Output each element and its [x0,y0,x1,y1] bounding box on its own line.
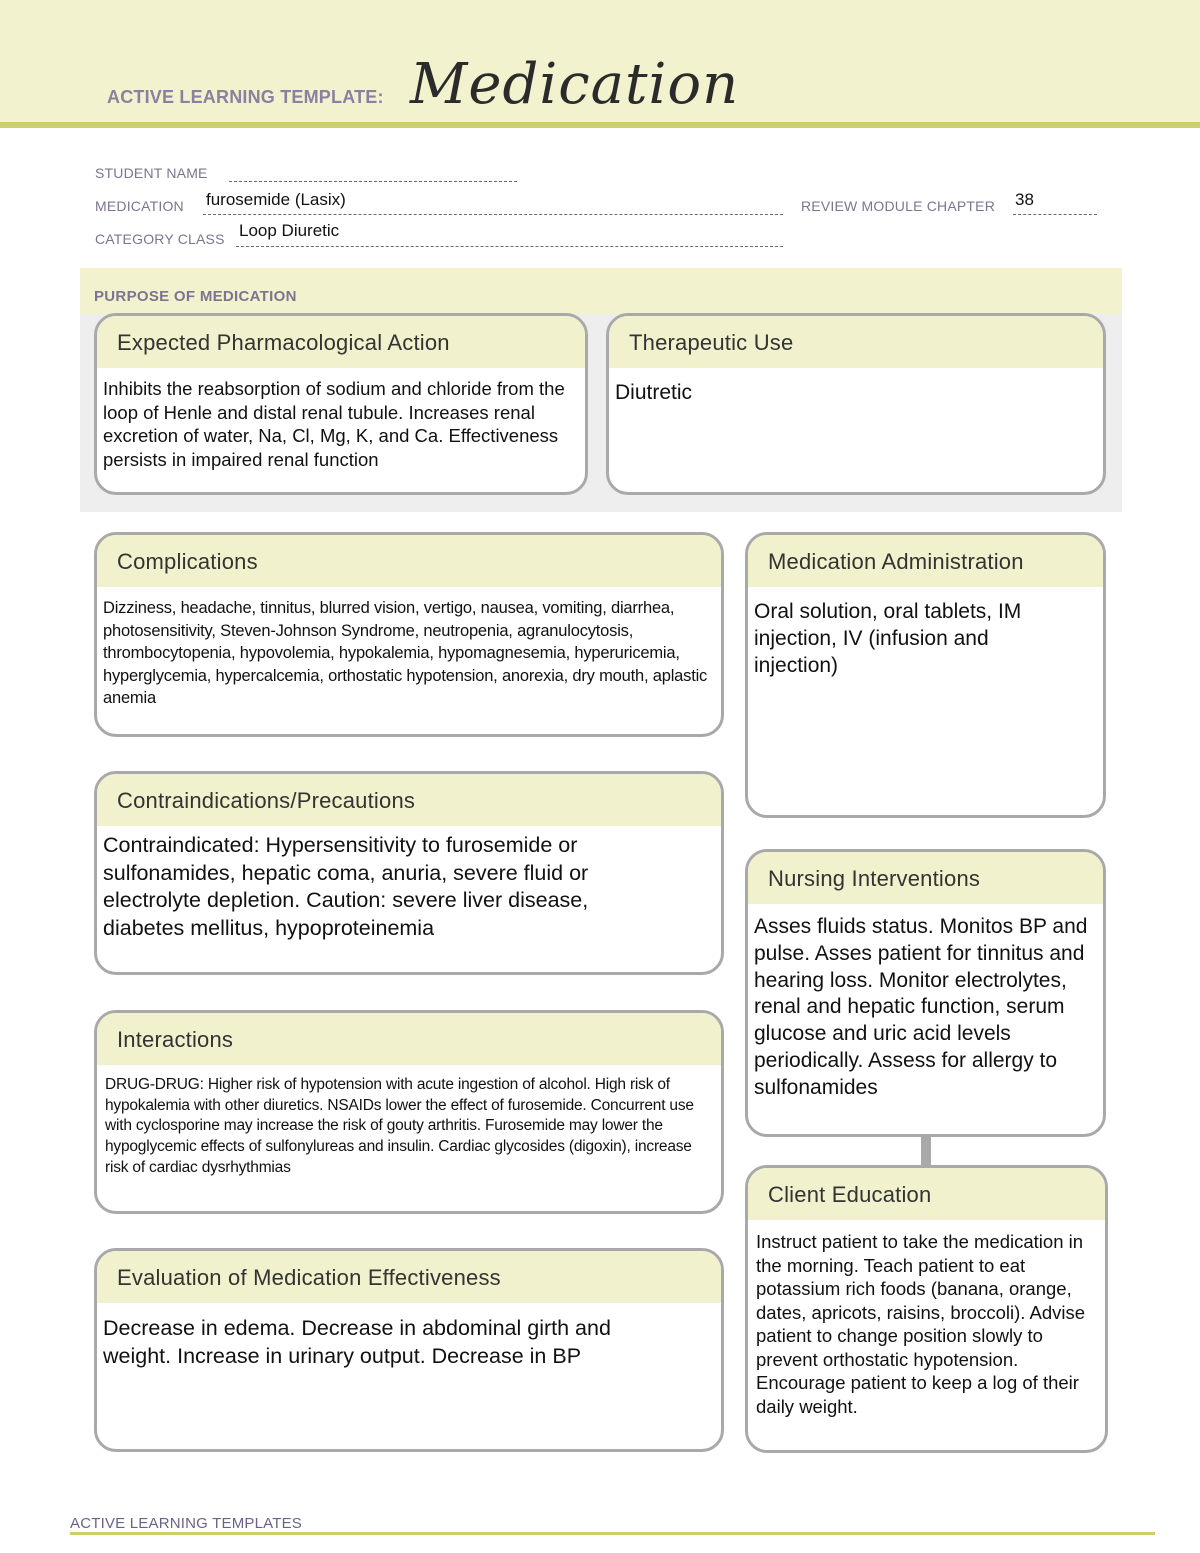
student-name-field[interactable] [229,166,517,182]
nursing-interventions-card [745,849,1106,1137]
complications-body[interactable]: Dizziness, headache, tinnitus, blurred vision, vertigo, nausea, vomiting, diarrhea, photosensitivity, Steven-Johnson Syndrome, neutropenia, agranulocytosis, thrombocytopenia, hypovolemia, hypokalemia, hypomagnesemia, hyperuricemia, hyperglycemia, hypercalcemia, orthostatic hypotension, anorexia, dry mouth, aplastic anemia [103,599,708,707]
evaluation-body[interactable]: Decrease in edema. Decrease in abdominal girth and weight. Increase in urinary output. Decrease in BP [103,1316,611,1368]
therapeutic-use-title: Therapeutic Use [609,316,1103,368]
footer-rule [70,1532,1155,1535]
therapeutic-use-card [606,313,1106,495]
client-education-body[interactable]: Instruct patient to take the medication in the morning. Teach patient to eat potassium rich foods (banana, orange, dates, apricots, raisins, broccoli). Advise patient to change position slowly to prevent orthostatic hypotension. Encourage patient to keep a log of their daily weight. [756,1231,1086,1417]
page-title: Medication [410,52,740,117]
review-module-chapter-label: REVIEW MODULE CHAPTER [801,198,995,214]
category-class-label: CATEGORY CLASS [95,231,225,247]
complications-card [94,532,724,737]
expected-action-title: Expected Pharmacological Action [97,316,585,368]
medication-label: MEDICATION [95,198,184,214]
therapeutic-use-body[interactable]: Diutretic [615,381,693,404]
medication-administration-title: Medication Administration [748,535,1103,587]
interactions-title: Interactions [97,1013,721,1065]
medication-value: furosemide (Lasix) [206,190,346,209]
expected-action-body[interactable]: Inhibits the reabsorption of sodium and chloride from the loop of Henle and distal renal tubule. Increases renal excretion of water, Na, Cl, Mg, K, and Ca. Effectiveness persists in impaired renal function [103,378,565,470]
template-label: ACTIVE LEARNING TEMPLATE: [107,87,384,107]
client-education-card [745,1165,1108,1453]
expected-action-card [94,313,588,495]
medication-administration-body[interactable]: Oral solution, oral tablets, IM injection, IV (infusion and injection) [754,600,1022,677]
interactions-card [94,1010,724,1214]
complications-title: Complications [97,535,721,587]
nursing-interventions-title: Nursing Interventions [748,852,1103,904]
contraindications-card [94,771,724,975]
footer-label: ACTIVE LEARNING TEMPLATES [70,1515,302,1532]
interactions-body[interactable]: DRUG-DRUG: Higher risk of hypotension with acute ingestion of alcohol. High risk of hypokalemia with other diuretics. NSAIDs lower the effect of furosemide. Concurrent use with cyclosporine may increase the risk of gouty arthritis. Furosemide may lower the hypoglycemic effects of sulfonylureas and insulin. Cardiac glycosides (digoxin), increase risk of cardiac dysrhythmias [105,1076,694,1176]
evaluation-title: Evaluation of Medication Effectiveness [97,1251,721,1303]
review-module-chapter-value: 38 [1015,190,1034,209]
contraindications-title: Contraindications/Precautions [97,774,721,826]
medication-administration-card [745,532,1106,818]
category-class-value: Loop Diuretic [239,221,340,240]
client-education-title: Client Education [748,1168,1105,1220]
nursing-interventions-body[interactable]: Asses fluids status. Monitos BP and pulse. Asses patient for tinnitus and hearing loss. Monitor electrolytes, renal and hepatic function, serum glucose and uric acid levels periodically. Assess for allergy to sulfonamides [754,915,1088,1099]
contraindications-body[interactable]: Contraindicated: Hypersensitivity to furosemide or sulfonamides, hepatic coma, anuria, severe fluid or electrolyte depletion. Caution: severe liver disease, diabetes mellitus, hypoproteinemia [103,833,589,940]
student-name-label: STUDENT NAME [95,165,208,181]
header-rule [0,122,1200,128]
evaluation-card [94,1248,724,1452]
purpose-section-label: PURPOSE OF MEDICATION [94,288,297,305]
card-connector [921,1134,931,1166]
